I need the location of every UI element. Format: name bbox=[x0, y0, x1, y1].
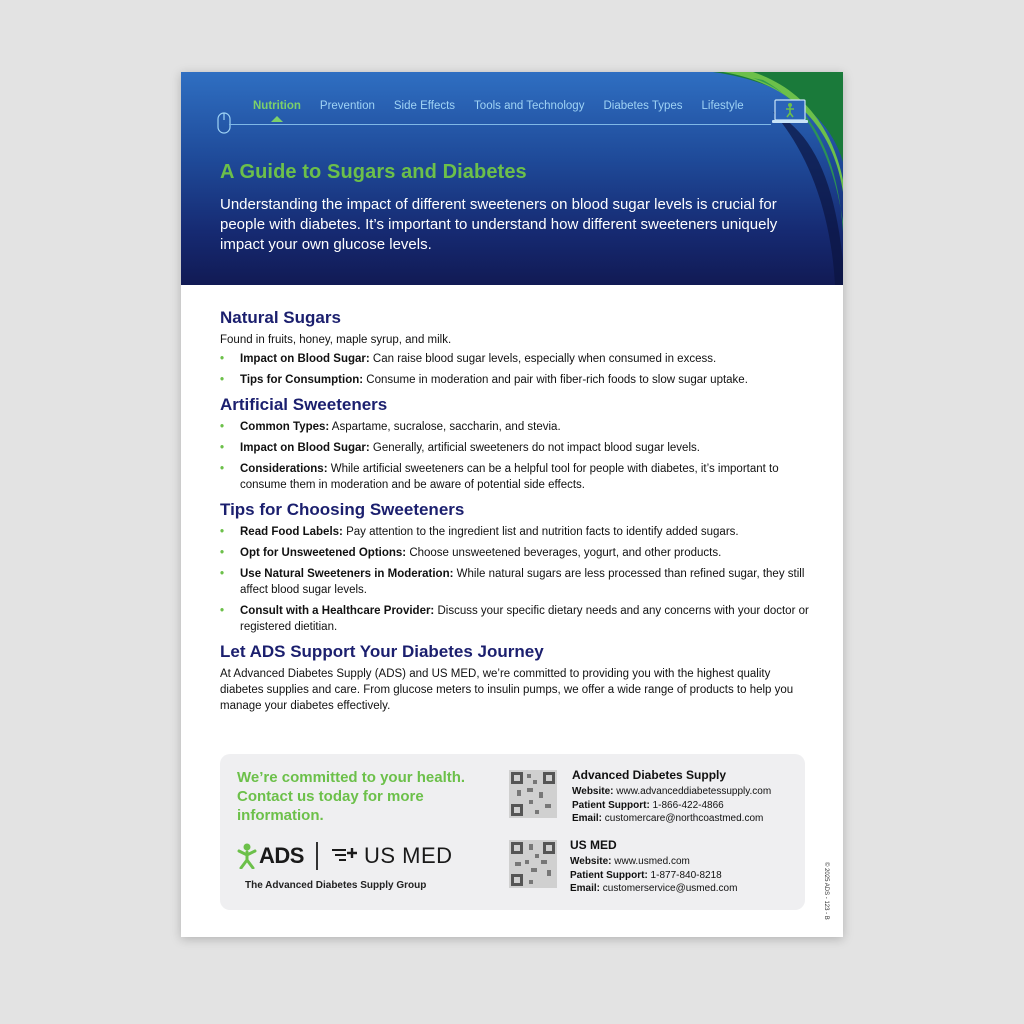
bullet-icon: • bbox=[220, 526, 225, 538]
ads-logo-text: ADS bbox=[259, 843, 304, 868]
usmed-logo-text: US MED bbox=[363, 843, 453, 868]
usmed-contact-name: US MED bbox=[570, 838, 617, 852]
natural-sugars-list bbox=[220, 351, 810, 388]
contact-cta: We’re committed to your health. Contact us today for more information. bbox=[237, 769, 466, 824]
main-content bbox=[220, 308, 810, 717]
list-item: • Read Food Labels: Pay attention to the ingredient list and nutrition facts to identify added sugars. bbox=[220, 526, 739, 538]
ads-contact bbox=[572, 768, 771, 826]
list-item: • Use Natural Sweeteners in Moderation: While natural sugars are less processed than refined sugar, they still affect blood sugar levels. bbox=[220, 568, 805, 596]
support-body: At Advanced Diabetes Supply (ADS) and US MED, we’re committed to providing you with the highest quality diabetes supplies and care. From glucose meters to insulin pumps, we offer a wide range of products to help you manage your diabetes effectively. bbox=[220, 668, 794, 712]
contact-panel bbox=[220, 754, 805, 910]
usmed-cross-icon bbox=[330, 846, 360, 866]
ads-person-icon bbox=[237, 843, 257, 869]
tips-heading: Tips for Choosing Sweeteners bbox=[220, 500, 465, 519]
tab-tools-and-technology[interactable]: Tools and Technology bbox=[474, 100, 585, 112]
artificial-sweeteners-heading: Artificial Sweeteners bbox=[220, 395, 388, 414]
ads-website[interactable]: Website: www.advanceddiabetessupply.com bbox=[572, 786, 772, 797]
ads-phone[interactable]: Patient Support: 1-866-422-4866 bbox=[572, 799, 724, 811]
laptop-icon bbox=[771, 98, 809, 126]
ads-contact-name: Advanced Diabetes Supply bbox=[572, 768, 727, 782]
natural-sugars-heading: Natural Sugars bbox=[220, 308, 341, 327]
tab-prevention[interactable]: Prevention bbox=[319, 100, 375, 112]
list-item: • Impact on Blood Sugar: Generally, artificial sweeteners do not impact blood sugar levels. bbox=[220, 442, 700, 454]
group-caption: The Advanced Diabetes Supply Group bbox=[245, 880, 427, 891]
support-heading: Let ADS Support Your Diabetes Journey bbox=[220, 642, 544, 661]
tab-diabetes-types[interactable]: Diabetes Types bbox=[603, 100, 683, 112]
usmed-email[interactable]: Email: customerservice@usmed.com bbox=[570, 883, 738, 894]
hero-banner bbox=[181, 72, 843, 285]
tab-lifestyle[interactable]: Lifestyle bbox=[701, 100, 744, 112]
natural-sugars-intro: Found in fruits, honey, maple syrup, and milk. bbox=[220, 334, 452, 346]
usmed-website[interactable]: Website: www.usmed.com bbox=[570, 856, 690, 867]
bullet-icon: • bbox=[220, 442, 225, 454]
page-title: A Guide to Sugars and Diabetes bbox=[220, 161, 527, 183]
bullet-icon: • bbox=[220, 605, 225, 617]
bullet-icon: • bbox=[220, 421, 225, 433]
tab-nutrition[interactable]: Nutrition bbox=[253, 100, 301, 120]
artificial-sweeteners-list bbox=[220, 419, 810, 493]
brand-logos bbox=[237, 842, 453, 870]
usmed-contact bbox=[570, 838, 737, 896]
list-item: • Impact on Blood Sugar: Can raise blood sugar levels, especially when consumed in excess. bbox=[220, 353, 717, 365]
bullet-icon: • bbox=[220, 568, 225, 580]
topic-nav bbox=[253, 100, 763, 120]
mouse-icon bbox=[217, 112, 231, 134]
list-item: • Consult with a Healthcare Provider: Discuss your specific dietary needs and any concerns with your doctor or registered dietitian. bbox=[220, 605, 809, 633]
list-item: • Considerations: While artificial sweeteners can be a helpful tool for people with diabetes, it’s important to consume them in moderation and be aware of potential side effects. bbox=[220, 463, 779, 491]
tips-list bbox=[220, 524, 810, 635]
usmed-qr-code[interactable] bbox=[509, 840, 557, 888]
list-item: • Opt for Unsweetened Options: Choose unsweetened beverages, yogurt, and other products. bbox=[220, 547, 722, 559]
nav-divider bbox=[229, 124, 771, 125]
list-item: • Common Types: Aspartame, sucralose, saccharin, and stevia. bbox=[220, 421, 561, 433]
bullet-icon: • bbox=[220, 463, 225, 475]
bullet-icon: • bbox=[220, 374, 225, 386]
bullet-icon: • bbox=[220, 353, 225, 365]
bullet-icon: • bbox=[220, 547, 225, 559]
list-item: • Tips for Consumption: Consume in moderation and pair with fiber-rich foods to slow sugar uptake. bbox=[220, 374, 748, 386]
tab-side-effects[interactable]: Side Effects bbox=[393, 100, 456, 112]
ads-email[interactable]: Email: customercare@northcoastmed.com bbox=[572, 813, 764, 824]
ads-qr-code[interactable] bbox=[509, 770, 557, 818]
hero-intro: Understanding the impact of different sweeteners on blood sugar levels is crucial for people with diabetes. It’s important to understand how different sweeteners uniquely impact your own glucose levels. bbox=[220, 196, 778, 253]
logo-divider bbox=[316, 842, 318, 870]
usmed-phone[interactable]: Patient Support: 1-877-840-8218 bbox=[570, 869, 722, 881]
document-code: © 2025 ADS - 123 - B bbox=[823, 862, 829, 920]
flyer-page bbox=[181, 72, 843, 937]
